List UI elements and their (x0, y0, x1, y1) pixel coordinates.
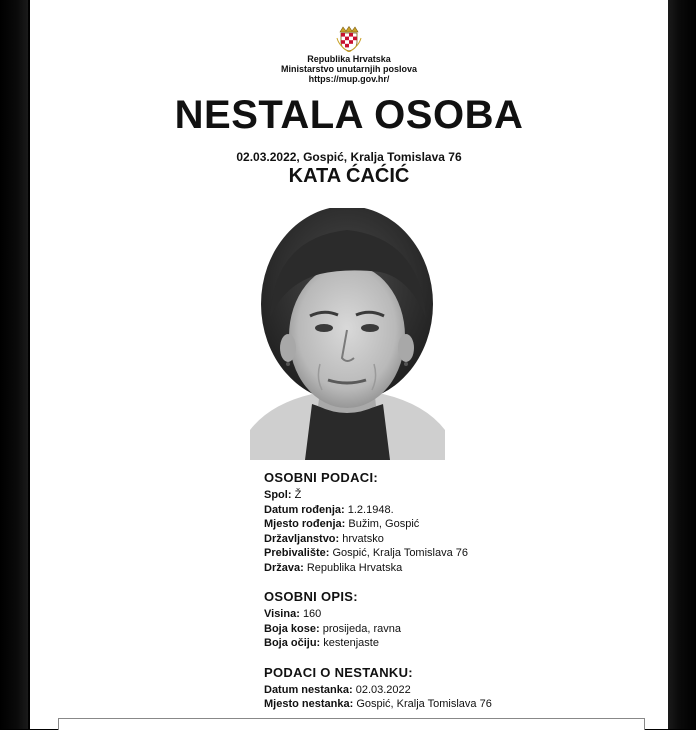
details-section (264, 470, 644, 712)
detail-row-missing-place (264, 697, 644, 712)
header-ministry: Ministarstvo unutarnjih poslova (280, 64, 417, 74)
personal-data-heading: OSOBNI PODACI: (264, 470, 378, 485)
detail-label: Prebivalište: (264, 547, 330, 559)
personal-description-heading: OSOBNI OPIS: (264, 589, 358, 604)
detail-value: Republika Hrvatska (306, 561, 403, 574)
detail-row-citizenship (264, 532, 644, 547)
detail-label: Državljanstvo: (264, 532, 340, 545)
detail-value: Gospić, Kralja Tomislava 76 (332, 547, 469, 559)
detail-label: Mjesto nestanka: (264, 698, 354, 710)
disappearance-heading: PODACI O NESTANKU: (264, 664, 413, 680)
detail-label: Datum rođenja: (264, 503, 345, 516)
header-website: https://mup.gov.hr/ (308, 74, 390, 84)
header-country: Republika Hrvatska (307, 54, 391, 64)
detail-value: Ž (294, 489, 302, 501)
detail-row-sex (264, 488, 644, 503)
detail-label: Visina: (264, 608, 300, 620)
person-photo (250, 208, 445, 460)
right-edge-shadow (668, 0, 696, 729)
detail-row-residence (264, 546, 644, 561)
date-location: 02.03.2022, Gospić, Kralja Tomislava 76 (236, 150, 462, 164)
detail-label: Boja očiju: (264, 637, 321, 649)
detail-value: 1.2.1948. (347, 503, 394, 516)
detail-row-missing-date (264, 683, 644, 698)
detail-row-birth-date (264, 503, 644, 518)
detail-label: Datum nestanka: (264, 683, 353, 696)
detail-value: Gospić, Kralja Tomislava 76 (356, 698, 492, 710)
detail-value: 160 (302, 608, 322, 620)
detail-label: Država: (264, 561, 304, 574)
detail-row-birth-place (264, 517, 644, 532)
croatian-coat-of-arms-icon (334, 26, 364, 52)
missing-person-poster (30, 0, 668, 729)
detail-value: hrvatsko (342, 532, 384, 545)
detail-label: Mjesto rođenja: (264, 518, 346, 530)
detail-value: Bužim, Gospić (348, 518, 420, 530)
page-title: NESTALA OSOBA (174, 93, 524, 137)
footer-box-edge (58, 718, 645, 730)
detail-row-hair-color (264, 622, 644, 637)
detail-value: 02.03.2022 (355, 683, 411, 696)
left-edge-shadow (0, 0, 28, 729)
person-name: KATA ĆAĆIĆ (288, 165, 410, 187)
detail-value: kestenjaste (323, 637, 379, 649)
detail-row-height (264, 607, 644, 622)
detail-row-country (264, 561, 644, 576)
detail-label: Spol: (264, 489, 292, 501)
detail-value: prosijeda, ravna (322, 622, 401, 635)
detail-row-eye-color (264, 636, 644, 651)
detail-label: Boja kose: (264, 622, 320, 635)
